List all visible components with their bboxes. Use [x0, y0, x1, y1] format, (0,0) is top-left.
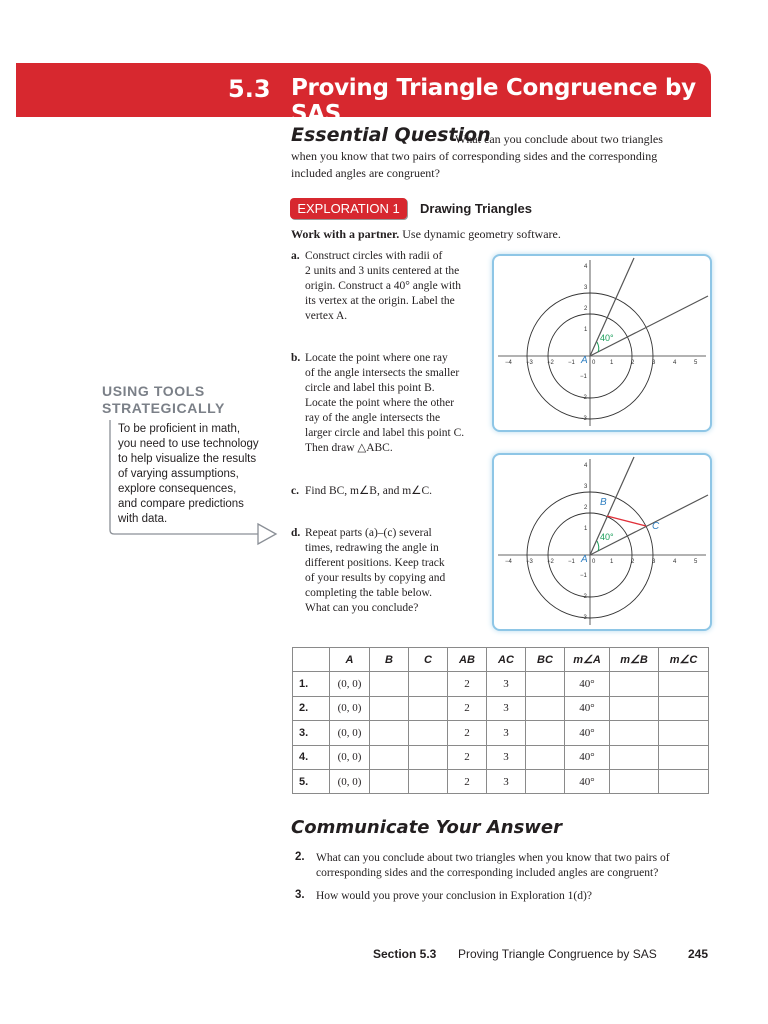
sidebar-text: To be proficient in math, you need to use technology to help visualize the results of varying assumptions, explore consequences, and compare predictions with data.	[118, 423, 259, 525]
svg-text:−4: −4	[505, 559, 512, 565]
angle-label: 40°	[600, 333, 614, 343]
svg-text:4: 4	[673, 559, 677, 565]
axis-ticks	[505, 463, 698, 621]
svg-text:1: 1	[584, 327, 588, 333]
ray-c	[590, 296, 708, 356]
point-c-label: C	[652, 521, 660, 532]
svg-text:−3: −3	[580, 416, 587, 422]
work-instruction: Work with a partner. Use dynamic geometry software.	[291, 227, 561, 241]
results-table	[292, 647, 709, 794]
svg-text:5: 5	[694, 360, 698, 366]
svg-text:0: 0	[592, 559, 596, 565]
part-a-text: Construct circles with radii of 2 units and 3 units centered at the origin. Construct a 40° angle with its vertex at the origin. Label the vertex A.	[305, 250, 461, 322]
table-row: 1. (0, 0) 2 3 40°	[293, 672, 709, 696]
svg-text:1: 1	[610, 559, 614, 565]
table-row: 2. (0, 0) 2 3 40°	[293, 696, 709, 720]
svg-text:3: 3	[652, 559, 656, 565]
communicate-heading: Communicate Your Answer	[291, 817, 562, 838]
svg-text:−3: −3	[526, 360, 533, 366]
svg-text:−1: −1	[568, 559, 575, 565]
svg-text:−2: −2	[580, 594, 587, 600]
svg-text:−1: −1	[580, 374, 587, 380]
graph-triangle	[492, 453, 712, 631]
svg-text:−3: −3	[526, 559, 533, 565]
part-d-text: Repeat parts (a)–(c) several times, redrawing the angle in different positions. Keep track of your results by copying and completing the table below. What can you conclude?	[305, 527, 446, 614]
svg-text:5: 5	[694, 559, 698, 565]
svg-text:3: 3	[652, 360, 656, 366]
essential-question-text: What can you conclude about two triangles when you know that two pairs of corresponding sides and the corresponding included angles are congruent?	[291, 132, 663, 180]
angle-label: 40°	[600, 532, 614, 542]
table-header-row: A B C AB AC BC m∠A m∠B m∠C	[293, 648, 709, 672]
section-number: 5.3	[228, 75, 271, 103]
point-b-label: B	[600, 497, 607, 508]
sidebar-heading: USING TOOLS STRATEGICALLY	[102, 383, 225, 416]
footer-section: Section 5.3	[373, 947, 437, 961]
graph-angle-svg	[494, 256, 710, 430]
question-2: 2. What can you conclude about two triangles when you know that two pairs of corresponding sides and the corresponding included angles are congruent?	[295, 851, 670, 879]
svg-text:−1: −1	[568, 360, 575, 366]
essential-question-heading: Essential Question	[291, 124, 491, 146]
page-number: 245	[688, 947, 709, 961]
svg-text:1: 1	[610, 360, 614, 366]
ray-c	[590, 495, 708, 555]
section-header-bar	[16, 63, 711, 127]
exploration-title: Drawing Triangles	[420, 201, 532, 216]
svg-text:3: 3	[584, 285, 588, 291]
svg-text:−4: −4	[505, 360, 512, 366]
table-row: 4. (0, 0) 2 3 40°	[293, 745, 709, 769]
svg-text:2: 2	[631, 360, 635, 366]
graph-triangle-svg	[494, 455, 710, 629]
part-b-text: Locate the point where one ray of the angle intersects the smaller circle and label this point B. Locate the point where the other ray of the angle intersects the larger circle and label this point C. Then draw △ABC.	[305, 352, 465, 454]
part-c: c. Find BC, m∠B, and m∠C.	[291, 485, 433, 497]
exploration-badge: EXPLORATION 1	[290, 198, 407, 219]
svg-text:4: 4	[584, 264, 588, 270]
graph-angle	[492, 254, 712, 432]
svg-text:3: 3	[584, 484, 588, 490]
svg-text:2: 2	[631, 559, 635, 565]
svg-text:−1: −1	[580, 573, 587, 579]
svg-text:−2: −2	[547, 559, 554, 565]
table-row: 5. (0, 0) 2 3 40°	[293, 769, 709, 793]
svg-text:1: 1	[584, 526, 588, 532]
svg-text:−2: −2	[547, 360, 554, 366]
question-3: 3. How would you prove your conclusion in Exploration 1(d)?	[295, 889, 592, 902]
footer-title: Proving Triangle Congruence by SAS	[458, 947, 657, 961]
part-d: d. Repeat parts (a)–(c) several times, redrawing the angle in different positions. Keep track of your results by copying and completing the table below. What can you conclude?	[291, 527, 446, 614]
svg-text:0: 0	[592, 360, 596, 366]
svg-text:4: 4	[673, 360, 677, 366]
axis-ticks	[505, 264, 698, 422]
section-title: Proving Triangle Congruence by SAS	[291, 75, 696, 127]
part-a: a. Construct circles with radii of 2 units and 3 units centered at the origin. Construct a 40° angle with its vertex at the origin. Label the vertex A.	[291, 250, 461, 322]
table-row: 3. (0, 0) 2 3 40°	[293, 721, 709, 745]
vertex-label: A	[581, 355, 588, 366]
svg-text:2: 2	[584, 306, 588, 312]
svg-text:4: 4	[584, 463, 588, 469]
vertex-label: A	[581, 554, 588, 565]
svg-text:2: 2	[584, 505, 588, 511]
svg-text:−2: −2	[580, 395, 587, 401]
part-b: b. Locate the point where one ray of the angle intersects the smaller circle and label this point B. Locate the point where the other ray of the angle intersects the larger circle and label this point C. Then draw △ABC.	[291, 352, 465, 454]
svg-text:−3: −3	[580, 615, 587, 621]
